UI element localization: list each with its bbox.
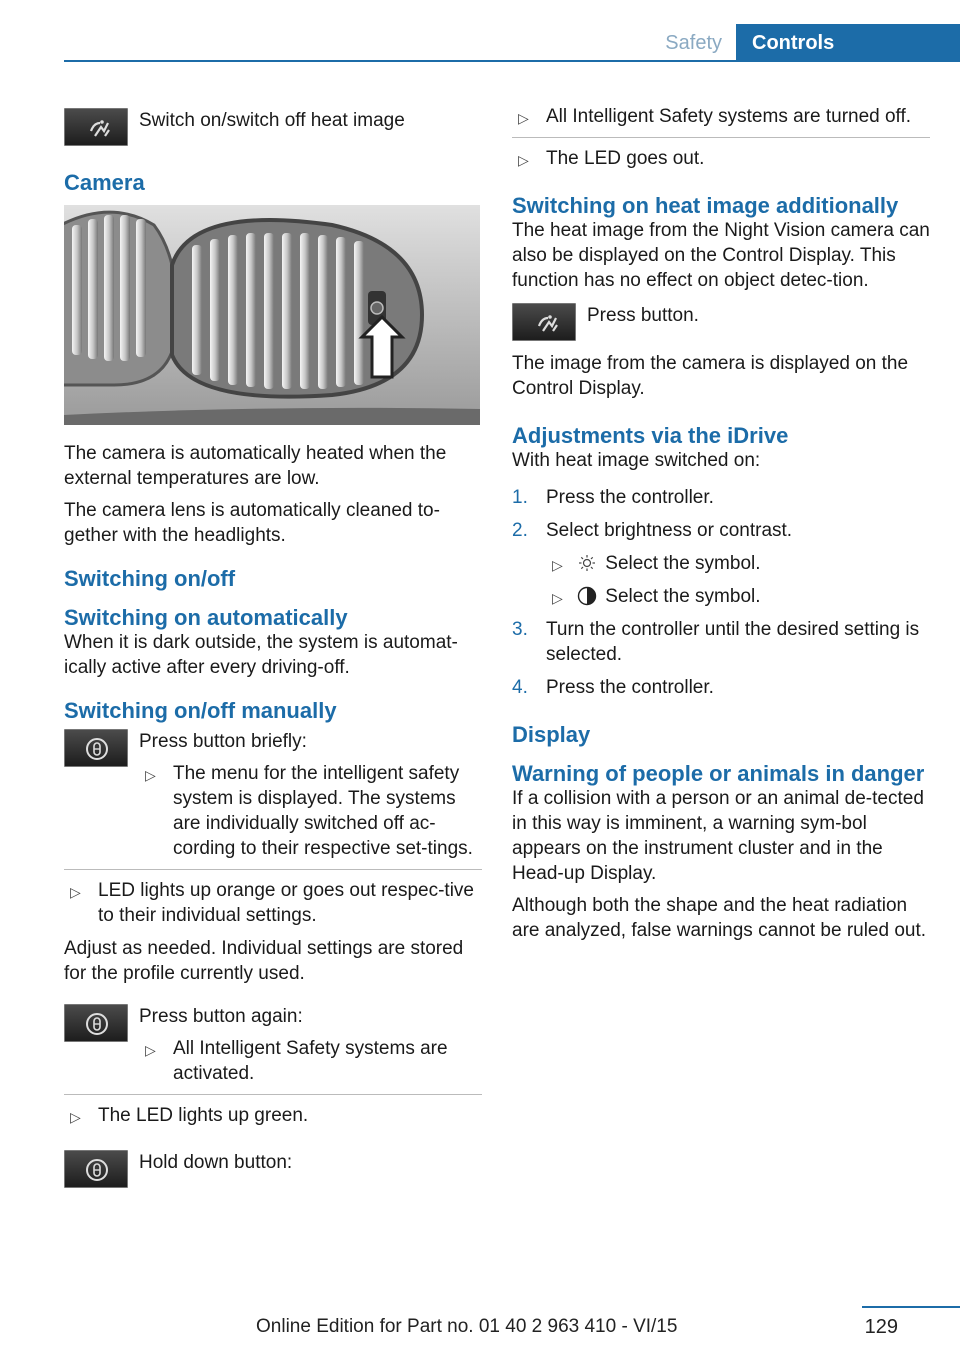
bullet-menu-displayed [139, 761, 482, 861]
night-vision-button-image [64, 108, 128, 146]
warning-heading: Warning of people or animals in danger [512, 761, 925, 786]
safety-button-image [64, 729, 128, 767]
step-text: Select brightness or contrast. [546, 520, 793, 541]
triangle-bullet-icon: ▷ [552, 557, 563, 573]
press-briefly-text: Press button briefly: [139, 731, 307, 752]
bullet-text: The LED goes out. [546, 148, 705, 169]
intelligent-safety-icon [65, 1005, 129, 1043]
manual-heading: Switching on/off manually [64, 698, 337, 723]
hold-down-text: Hold down button: [139, 1152, 293, 1173]
right-column [512, 100, 930, 950]
step-text: Press the controller. [546, 487, 714, 508]
camera-heading: Camera [64, 170, 145, 195]
contrast-icon [574, 584, 600, 609]
triangle-bullet-icon: ▷ [70, 884, 81, 900]
camera-paragraph-2: The camera lens is automatically cleaned to‐gether with the headlights. [64, 500, 440, 546]
night-vision-button-image [512, 303, 576, 341]
idrive-intro: With heat image switched on: [512, 450, 761, 471]
header-chapter-tab: Controls [736, 24, 960, 62]
idrive-heading: Adjustments via the iDrive [512, 423, 789, 448]
press-again-text: Press button again: [139, 1006, 303, 1027]
bullet-text: The menu for the intelligent safety system is displayed. The systems are individually switched off ac‐cording to their respective set‐tings. [173, 763, 473, 859]
safety-button-image [64, 1150, 128, 1188]
triangle-bullet-icon: ▷ [145, 767, 156, 783]
heat-image-button-text: Switch on/switch off heat image [139, 110, 405, 131]
press-button-row [512, 303, 930, 351]
bullet-text: LED lights up orange or goes out respec‐tive to their individual settings. [98, 880, 474, 926]
bullet-text: All Intelligent Safety systems are turned off. [546, 106, 912, 127]
camera-displayed-paragraph: The image from the camera is displayed on the Control Display. [512, 353, 909, 399]
step-text: Press the controller. [546, 677, 714, 698]
bullet-divider [512, 137, 930, 138]
bullet-led-out [512, 146, 930, 171]
header-rule [64, 60, 960, 62]
night-vision-icon [513, 304, 577, 342]
warning-paragraph-2: Although both the shape and the heat radiation are analyzed, false warnings cannot be ruled out. [512, 895, 927, 941]
sun-icon [574, 551, 600, 576]
sub-bullet-contrast [512, 584, 930, 609]
bullet-text: The LED lights up green. [98, 1105, 309, 1126]
bullet-divider [64, 869, 482, 870]
triangle-bullet-icon: ▷ [70, 1109, 81, 1125]
header-section-tab: Safety [665, 32, 722, 54]
intelligent-safety-icon [65, 1151, 129, 1189]
footer-rule [862, 1306, 960, 1308]
heat-additional-heading: Switching on heat image additionally [512, 193, 899, 218]
triangle-bullet-icon: ▷ [145, 1042, 156, 1058]
intelligent-safety-icon [65, 730, 129, 768]
safety-button-image [64, 1004, 128, 1042]
triangle-bullet-icon: ▷ [552, 590, 563, 606]
step-4 [512, 675, 930, 700]
left-column [64, 100, 482, 1198]
adjust-paragraph: Adjust as needed. Individual settings are stored for the profile currently used. [64, 938, 464, 984]
step-number: 2. [512, 520, 528, 541]
heat-image-button-row [64, 108, 482, 156]
camera-grille-photo [64, 205, 480, 425]
sub-bullet-brightness [512, 551, 930, 576]
warning-paragraph-1: If a collision with a person or an animal de‐tected in this way is imminent, a warning sym‐bol appears on the instrument cluster and in the Head-up Display. [512, 788, 924, 884]
step-3 [512, 617, 930, 667]
sub-bullet-text: Select the symbol. [605, 586, 761, 607]
sub-bullet-text: Select the symbol. [605, 553, 761, 574]
step-2 [512, 518, 930, 543]
bullet-led-green [64, 1103, 482, 1128]
bullet-text: All Intelligent Safety systems are activated. [173, 1038, 448, 1084]
switching-heading: Switching on/off [64, 566, 236, 591]
night-vision-icon [65, 109, 129, 147]
heat-additional-paragraph: The heat image from the Night Vision camera can also be displayed on the Control Display. This function has no effect on object detec‐tion. [512, 220, 930, 291]
bullet-divider [64, 1094, 482, 1095]
display-heading: Display [512, 722, 591, 747]
camera-paragraph-1: The camera is automatically heated when the external temperatures are low. [64, 443, 447, 489]
bullet-activated [139, 1036, 482, 1086]
edition-text: Online Edition for Part no. 01 40 2 963 410 - VI/15 [256, 1316, 678, 1337]
triangle-bullet-icon: ▷ [518, 110, 529, 126]
hold-down-row [64, 1150, 482, 1198]
step-number: 4. [512, 677, 528, 698]
step-1 [512, 485, 930, 510]
triangle-bullet-icon: ▷ [518, 152, 529, 168]
step-text: Turn the controller until the desired setting is selected. [546, 619, 920, 665]
auto-heading: Switching on automatically [64, 605, 348, 630]
auto-paragraph: When it is dark outside, the system is automat‐ically active after every driving-off. [64, 632, 458, 678]
step-number: 1. [512, 487, 528, 508]
bullet-turned-off [512, 104, 930, 129]
bullet-led-orange [64, 878, 482, 928]
press-button-text: Press button. [587, 305, 699, 326]
step-number: 3. [512, 619, 528, 640]
page-number: 129 [864, 1316, 898, 1338]
